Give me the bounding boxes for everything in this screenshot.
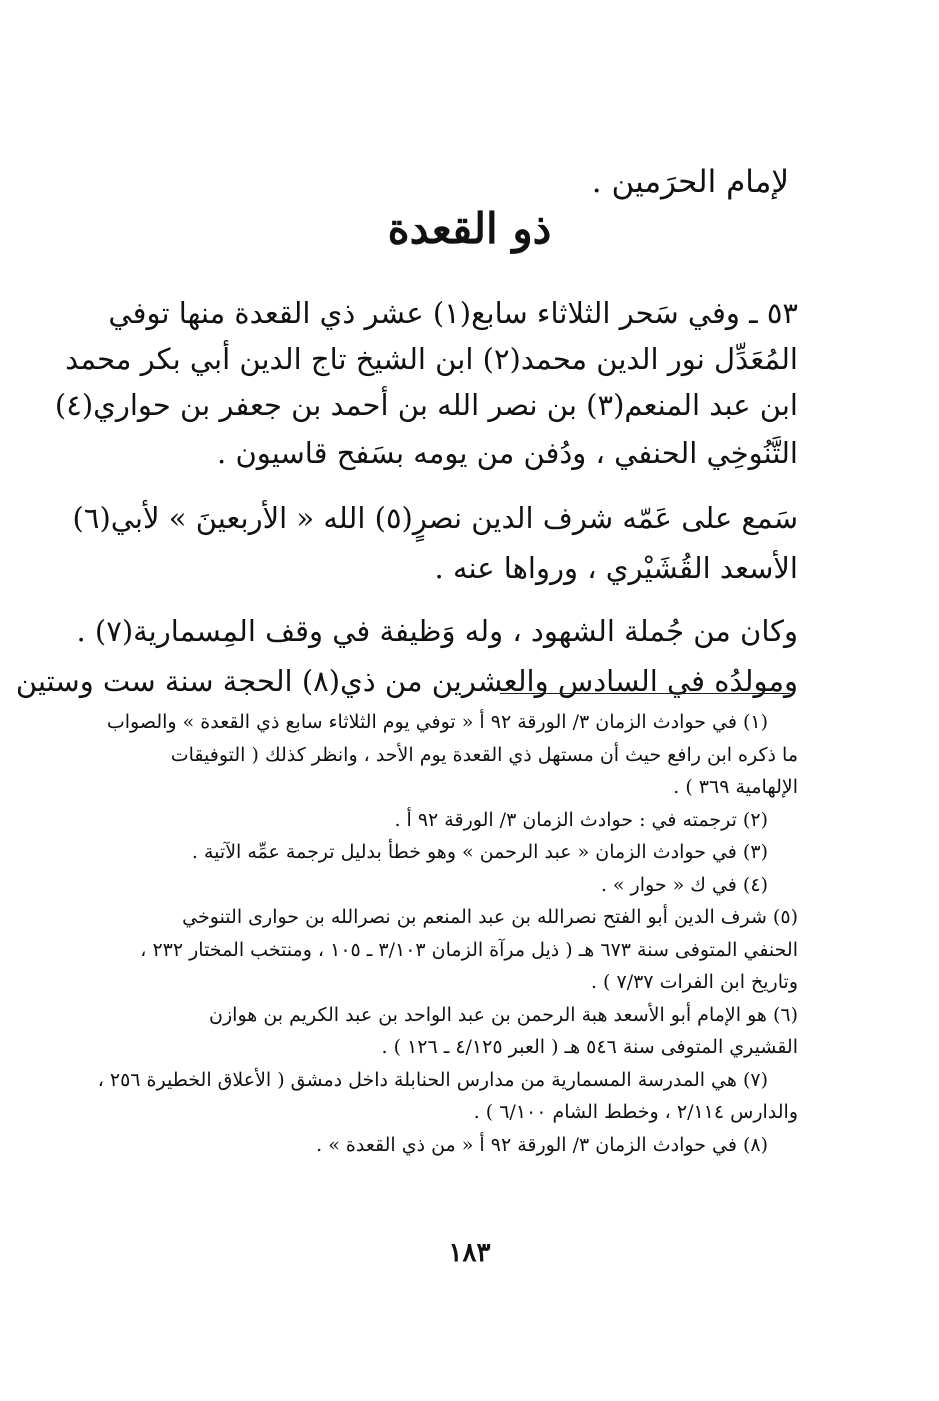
page-number: ١٨٣	[448, 1238, 491, 1268]
main-text-line-content: الأسعد القُشَيْري ، ورواها عنه .	[434, 551, 798, 585]
main-text-line-content: سَمع على عَمّه شرف الدين نصرٍ(٥) الله « الأربعينَ » لأبي(٦)	[72, 501, 798, 535]
footnote-line: القشيري المتوفى سنة ٥٤٦ هـ ( العبر ٤/١٢٥ ـ ١٢٦ ) .	[381, 1036, 798, 1058]
footnote-line: (٤) في ك « حوار » .	[600, 873, 768, 896]
main-text-line	[54, 382, 798, 428]
footnote-line: وتاريخ ابن الفرات ٧/٣٧ ) .	[590, 971, 798, 993]
footnote-line: (٢) ترجمته في : حوادث الزمان ٣/ الورقة ٩٢ أ .	[394, 808, 768, 831]
footnote-line: (٦) هو الإمام أبو الأسعد هبة الرحمن بن عبد الواحد بن عبد الكريم بن هوازن	[209, 1003, 798, 1026]
main-text-line	[65, 336, 798, 382]
footnote-line: (٣) في حوادث الزمان « عبد الرحمن » وهو خطأ بدليل ترجمة عمِّه الآتية .	[191, 841, 768, 863]
main-text-line	[72, 495, 798, 541]
main-text-line	[15, 658, 798, 704]
footnote-line: الحنفي المتوفى سنة ٦٧٣ هـ ( ذيل مرآة الزمان ٣/١٠٣ ـ ١٠٥ ، ومنتخب المختار ٢٣٢ ،	[140, 938, 798, 961]
main-text-line	[76, 608, 798, 654]
footnote-separator	[500, 693, 790, 694]
section-heading: ذو القعدة	[387, 204, 552, 253]
footnote-line: الإلهامية ٣٦٩ ) .	[673, 776, 798, 798]
main-text-line	[108, 290, 798, 336]
main-text-line-content: ٥٣ ـ وفي سَحر الثلاثاء سابع(١) عشر ذي القعدة منها توفي	[108, 296, 798, 330]
footnote-line: والدارس ٢/١١٤ ، وخطط الشام ٦/١٠٠ ) .	[473, 1101, 798, 1123]
footnote-line: (٨) في حوادث الزمان ٣/ الورقة ٩٢ أ « من ذي القعدة » .	[316, 1133, 768, 1156]
main-text-line	[118, 430, 798, 476]
footnote-line: (٥) شرف الدين أبو الفتح نصرالله بن عبد المنعم بن نصرالله بن حوارى التنوخي	[182, 906, 798, 928]
footnote-line: (١) في حوادث الزمان ٣/ الورقة ٩٢ أ « توفي يوم الثلاثاء سابع ذي القعدة » والصواب	[106, 711, 768, 733]
main-text-line	[118, 545, 798, 591]
main-text-line-content: ابن عبد المنعم(٣) بن نصر الله بن أحمد بن جعفر بن حواري(٤)	[54, 388, 798, 422]
footnote-line: (٧) هي المدرسة المسمارية من مدارس الحنابلة داخل دمشق ( الأعلاق الخطيرة ٢٥٦ ،	[97, 1068, 768, 1091]
opening-line: لإمام الحرَمين .	[591, 164, 789, 200]
footnote-line: ما ذكره ابن رافع حيث أن مستهل ذي القعدة يوم الأحد ، وانظر كذلك ( التوفيقات	[170, 743, 798, 766]
main-text-line-content: التَّنُوخِي الحنفي ، ودُفن من يومه بسَفح قاسيون .	[217, 436, 798, 470]
main-text-line-content: ومولدُه في السادس والعشرين من ذي(٨) الحجة سنة ست وستين	[15, 664, 798, 698]
main-text-line-content: وكان من جُملة الشهود ، وله وَظيفة في وقف المِسمارية(٧) .	[76, 614, 798, 648]
footnotes	[97, 706, 798, 1161]
main-text-line-content: المُعَدِّل نور الدين محمد(٢) ابن الشيخ تاج الدين أبي بكر محمد	[65, 342, 798, 376]
